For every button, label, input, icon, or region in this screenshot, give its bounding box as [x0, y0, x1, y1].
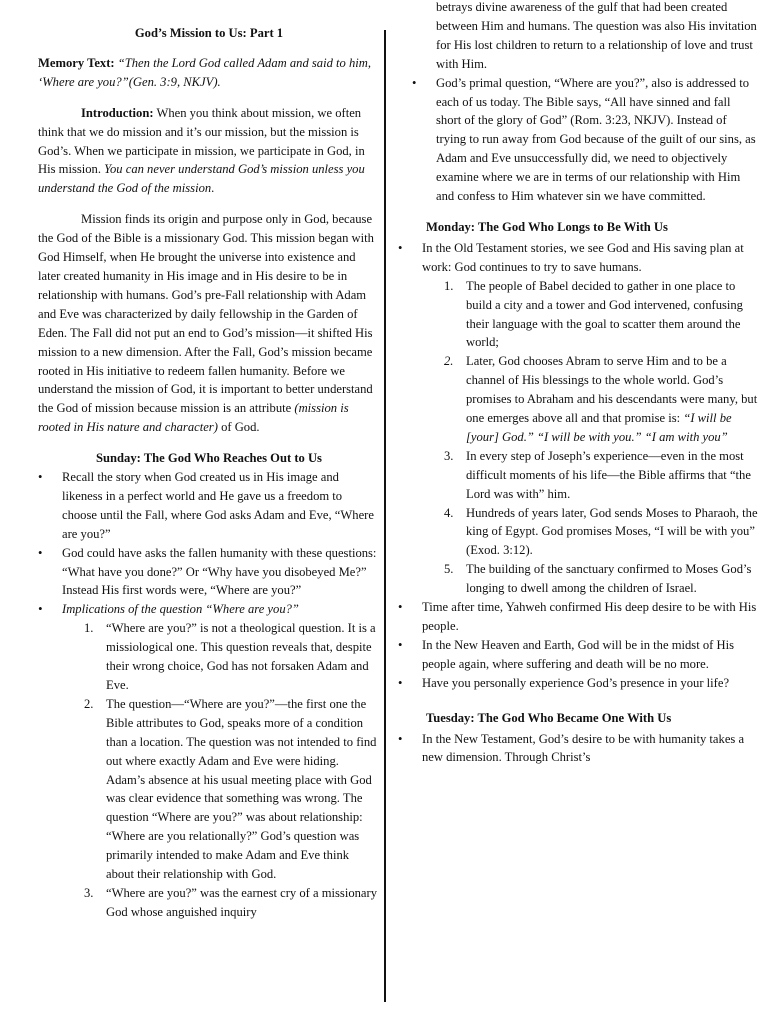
item-text: “Where are you?” was the earnest cry of a missionary God whose anguished inquiry: [106, 885, 377, 919]
introduction-text: When you think about mission, we often think that we do mission and it’s our mission, but the mission is God’s. When we participate in mission, we participate in God, in His mission.: [38, 105, 365, 177]
right-column: [412, 0, 758, 767]
numbered-item: [444, 447, 758, 504]
item-number: 2.: [84, 696, 94, 711]
list-item: • God’s primal question, “Where are you?”, also is addressed to each of us today. The Bible says, “All have sinned and fall short of the glory of God” (Rom. 3:23, NKJV). Instead of trying to run away from God because of the guilt of our sins, as Adam and Eve unsuccessfully did, we need to objectively examine where we are in terms of our relationship with Him and confess to Him whatever sin we have committed.: [412, 74, 758, 206]
list-item: • In the Old Testament stories, we see God and His saving plan at work: God continues to try to save humans.: [398, 239, 758, 277]
item-number: 4.: [444, 505, 454, 520]
list-item: • Have you personally experience God’s presence in your life?: [398, 674, 758, 693]
item-number: 5.: [444, 562, 454, 577]
numbered-item: [444, 352, 758, 447]
primal-bullet-list: [412, 74, 758, 206]
monday-numbered-list: [412, 277, 758, 598]
numbered-item: [84, 884, 380, 922]
item-number: 3.: [444, 448, 454, 463]
column-divider: [384, 30, 386, 1002]
sunday-heading: Sunday: The God Who Reaches Out to Us: [96, 451, 322, 466]
tuesday-bullet-list: [398, 730, 758, 768]
list-item: • God could have asks the fallen humanity with these questions: “What have you done?” Or “Why have you disobeyed Me?” Instead His first words were, “Where are you?”: [38, 544, 380, 601]
tuesday-heading: Tuesday: The God Who Became One With Us: [426, 710, 672, 725]
promise-quote: “I will be [your] God.” “I will be with you.” “I am with you”: [466, 411, 732, 444]
numbered-item: [444, 560, 758, 598]
introduction-paragraph: [38, 104, 380, 199]
memory-text: [38, 54, 380, 92]
introduction-end: .: [211, 181, 215, 196]
item-text: Hundreds of years later, God sends Moses to Pharaoh, the king of Egypt. God promises Moses, “I will be with you” (Exod. 3:12).: [466, 505, 758, 558]
memory-quote: “Then the Lord God called Adam and said to him, ‘Where are you?”(Gen. 3:9, NKJV).: [38, 55, 372, 89]
left-column: [38, 24, 380, 922]
introduction-label: Introduction:: [81, 105, 154, 120]
mission-end: of God.: [221, 420, 260, 435]
monday-bullet-list: [398, 598, 758, 693]
item-number: 2.: [444, 354, 454, 369]
mission-paragraph: [38, 210, 380, 437]
item-number: 1.: [84, 621, 94, 636]
implications-item: • Implications of the question “Where are you?”: [38, 600, 380, 619]
item-number: 3.: [84, 885, 94, 900]
sunday-bullet-list: [38, 468, 380, 619]
item-text: Later, God chooses Abram to serve Him and to be a channel of His blessings to the whole world. God’s promises to Abraham and his descendants were many, but one emerges above all and that promise is:: [466, 354, 758, 426]
list-item: • Recall the story when God created us in His image and likeness in a perfect world and He gave us a freedom to choose until the Fall, where God asks Adam and Eve, “Where are you?”: [38, 468, 380, 544]
memory-label: Memory Text:: [38, 55, 115, 70]
page-title: God’s Mission to Us: Part 1: [134, 26, 284, 40]
item-number: 1.: [444, 278, 454, 293]
mission-italic: (mission is rooted in His nature and character): [38, 401, 349, 435]
implications-numbered-list: [38, 619, 380, 922]
list-item: • Time after time, Yahweh confirmed His deep desire to be with His people.: [398, 598, 758, 636]
item-text: The people of Babel decided to gather in one place to build a city and a tower and God intervened, confusing their language with the goal to scatter them around the world;: [466, 278, 743, 350]
item-text: The question—“Where are you?”—the first one the Bible attributes to God, speaks more of a condition than a location. The question was not intended to find out where exactly Adam and Eve were hiding. Adam’s absence at his usual meeting place with God was clear evidence that something was wrong. The question “Where are you?” was about relationship: “Where are you relationally?” God’s question was primarily intended to make Adam and Eve think about their relationship with God.: [106, 696, 377, 882]
item-text: “Where are you?” is not a theological question. It is a missiological one. This question reveals that, despite their wrong choice, God has not forsaken Adam and Eve.: [106, 621, 376, 692]
item-text: The building of the sanctuary confirmed to Moses God’s longing to dwell among the children of Israel.: [466, 562, 752, 596]
introduction-italic: You can never understand God’s mission unless you understand the God of the mission: [38, 162, 365, 196]
list-item: • In the New Testament, God’s desire to be with humanity takes a new dimension. Through Christ’s: [398, 730, 758, 768]
item-text: In every step of Joseph’s experience—even in the most difficult moments of his life—the Bible affirms that “the Lord was with” him.: [466, 448, 751, 501]
numbered-item: [444, 504, 758, 561]
mission-text: Mission finds its origin and purpose only in God, because the God of the Bible is a missionary God. This mission began with God Himself, when He brought the universe into existence and later created humanity in His image and in His desire to be in relationship with humans. God’s pre-Fall relationship with Adam and Eve was characterized by daily fellowship in the Garden of Eden. The Fall did not put an end to God’s mission—it shifted His mission to a new dimension. After the Fall, God’s mission became rooted in His initiative to redeem fallen humanity. Before we understand the mission of God, it is important to better understand the God of mission because mission is an attribute: [38, 212, 374, 416]
numbered-item: [84, 695, 380, 884]
numbered-item: [444, 277, 758, 353]
monday-heading: Monday: The God Who Longs to Be With Us: [426, 219, 668, 234]
list-item: • In the New Heaven and Earth, God will be in the midst of His people again, where suffering and death will be no more.: [398, 636, 758, 674]
continued-text: betrays divine awareness of the gulf that had been created between Him and humans. The question was also His invitation for His lost children to return to a relationship of love and trust with Him.: [436, 0, 757, 71]
numbered-item: [84, 619, 380, 695]
monday-intro-list: [398, 239, 758, 277]
